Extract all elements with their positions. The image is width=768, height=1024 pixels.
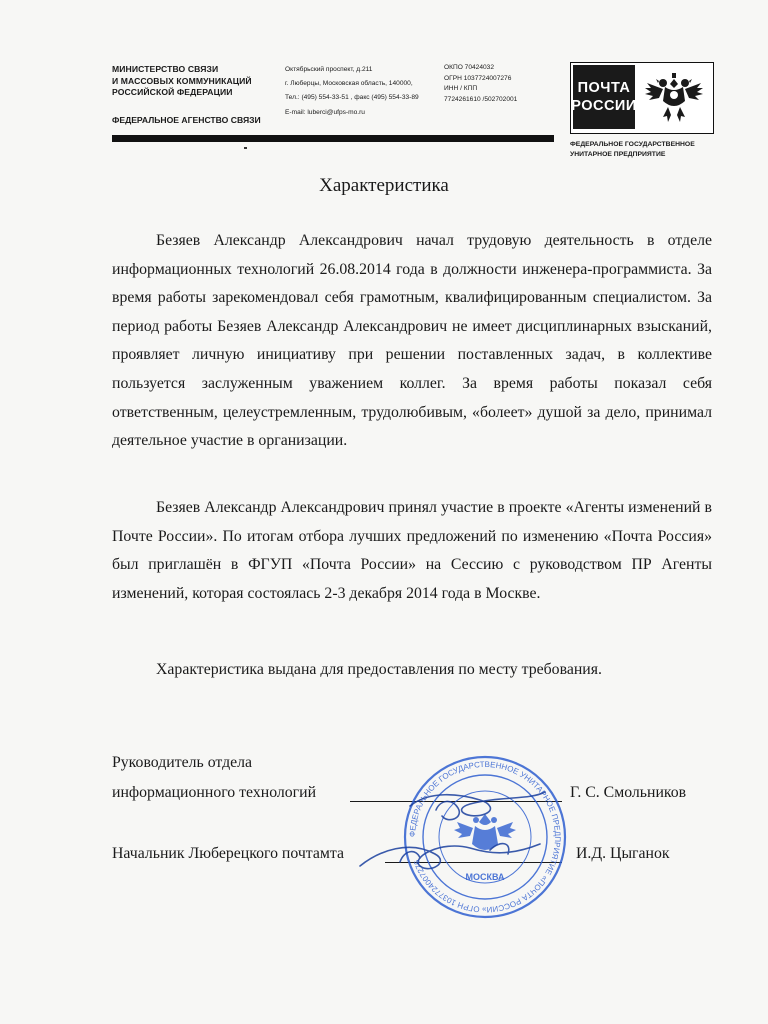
address-street: Октябрьский проспект, д.211 [285, 66, 373, 73]
ministry-line: РОССИЙСКОЙ ФЕДЕРАЦИИ [112, 87, 233, 97]
signer-2-role: Начальник Люберецкого почтамта [112, 845, 345, 862]
okpo: ОКПО 70424032 [444, 64, 495, 71]
email: E-mail: luberci@ufps-mo.ru [285, 109, 365, 116]
logo-caption [570, 140, 720, 159]
logo-line-2: РОССИИ [571, 98, 637, 114]
scan-mark [244, 147, 247, 149]
ogrn: ОГРН 1037724007276 [444, 74, 512, 82]
address-block [285, 63, 435, 120]
stamp-city: МОСКВА [465, 872, 505, 882]
pochta-rossii-logo [570, 62, 714, 134]
ministry-name [112, 64, 282, 99]
letterhead-rule [112, 135, 554, 142]
signer-1-role-line-1: Руководитель отдела [112, 754, 253, 771]
signer-1-role-line-2: информационного технологий [112, 784, 317, 801]
inn-label: ИНН / КПП [444, 85, 478, 92]
paragraph-1: Безяев Александр Александрович начал трудовую деятельность в отделе информационных технологий 26.08.2014 года в должности инженера-программиста. За время работы зарекомендовал себя грамотным, квалифицированным специалистом. За период работы Безяев Александр Александрович не имеет дисциплинарных взысканий, проявляет личную инициативу при решении поставленных задач, в коллективе пользуется заслуженным уважением коллег. За время работы показал себя ответственным, целеустремленным, трудолюбивым, «болеет» душой за дело, принимал деятельное участие в организации. [112, 232, 712, 450]
phone-fax: Тел.: (495) 554-33-51 , факс (495) 554-33-89 [285, 94, 419, 101]
signer-2-name: И.Д. Цыганок [576, 845, 670, 862]
ministry-line: И МАССОВЫХ КОММУНИКАЦИЙ [112, 75, 252, 86]
paragraph-2: Безяев Александр Александрович принял участие в проекте «Агенты изменений в Почте России». По итогам отбора лучших предложений по изменению «Почта Россия» был приглашён в ФГУП «Почта России» на Сессию с руководством ПР Агенты изменений, которая состоялась 2-3 декабря 2014 года в Москве. [112, 499, 712, 602]
registration-codes [444, 63, 544, 105]
handwritten-signature [340, 770, 560, 890]
double-headed-eagle-icon [639, 65, 709, 131]
stamp-outer-text: ФЕДЕРАЛЬНОЕ ГОСУДАРСТВЕННОЕ УНИТАРНОЕ ПРЕДПРИЯТИЕ «ПОЧТА РОССИИ» ОГРН 1037724007276 [407, 759, 563, 915]
document-title: Характеристика [319, 175, 449, 196]
address-city: г. Люберцы, Московская область, 140000, [285, 80, 413, 87]
logo-caption-line-1: ФЕДЕРАЛЬНОЕ ГОСУДАРСТВЕННОЕ [570, 141, 695, 148]
ministry-line: МИНИСТЕРСТВО СВЯЗИ [112, 64, 219, 74]
logo-wordmark [573, 65, 635, 129]
inn-value: 7724261610 /502702001 [444, 95, 518, 103]
logo-line-1: ПОЧТА [577, 80, 631, 96]
agency-name: ФЕДЕРАЛЬНОЕ АГЕНСТВО СВЯЗИ [112, 115, 261, 125]
paragraph-3: Характеристика выдана для предоставления по месту требования. [156, 661, 602, 678]
logo-caption-line-2: УНИТАРНОЕ ПРЕДПРИЯТИЕ [570, 150, 666, 158]
signer-1-name: Г. С. Смольников [570, 784, 687, 801]
